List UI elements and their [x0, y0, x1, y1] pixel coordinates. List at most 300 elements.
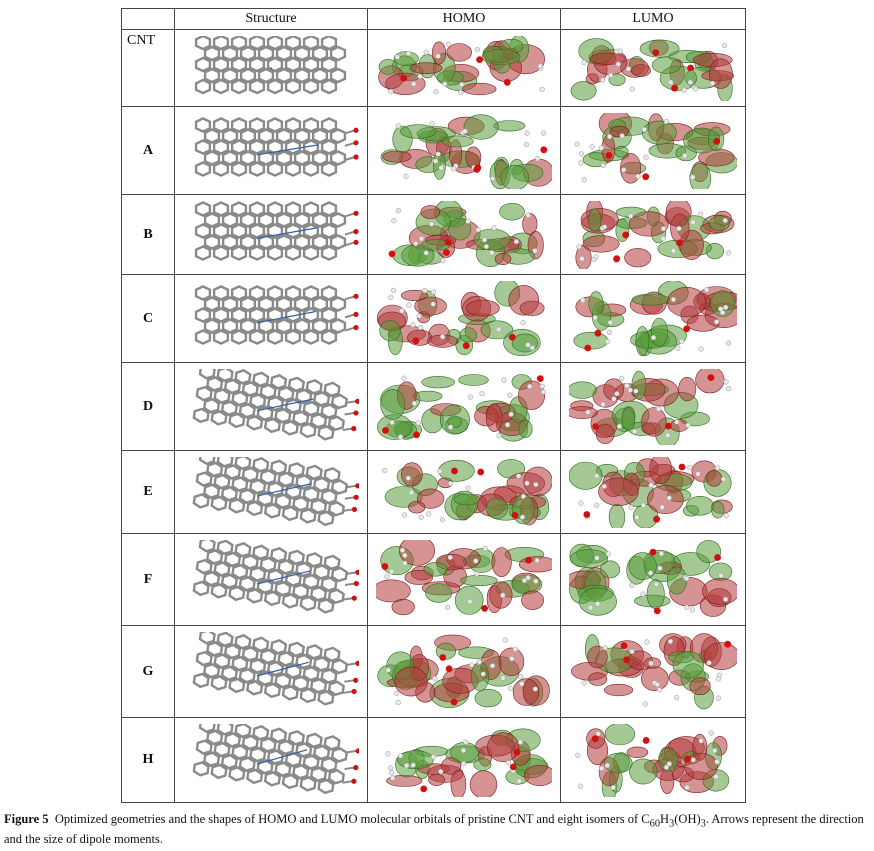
negative-lobe — [432, 41, 446, 63]
hydroxyl-bond — [347, 661, 357, 665]
positive-lobe — [464, 114, 498, 139]
positive-lobe — [640, 39, 679, 56]
oxygen-atom — [653, 515, 660, 522]
structure-cell — [175, 363, 368, 451]
row-label: A — [122, 107, 175, 195]
hydrogen-atom — [655, 682, 660, 687]
hexagon-ring — [250, 202, 264, 215]
hexagon-ring — [250, 330, 264, 343]
lumo-cell — [561, 451, 746, 534]
hexagon-ring — [232, 36, 246, 49]
hydrogen-atom — [490, 176, 495, 181]
hydrogen-atom — [590, 144, 595, 149]
hydrogen-atom — [507, 392, 512, 397]
homo-cell — [368, 451, 561, 534]
nanotube-lattice — [196, 286, 358, 343]
hydrogen-atom — [424, 49, 429, 54]
hexagon-ring — [304, 162, 318, 175]
hydrogen-atom — [461, 761, 466, 766]
hexagon-ring — [232, 308, 246, 321]
row-label: CNT — [122, 30, 175, 107]
negative-lobe — [599, 477, 639, 505]
hydrogen-atom — [601, 402, 606, 407]
hydrogen-atom — [671, 248, 676, 253]
hydrogen-atom — [413, 241, 418, 246]
hexagon-ring — [277, 129, 291, 142]
hydrogen-atom — [517, 778, 522, 783]
positive-lobe — [589, 291, 603, 315]
dipole-point — [270, 67, 272, 69]
hydrogen-atom — [674, 695, 679, 700]
caption-text-start: Optimized geometries and the shapes of HOMO and LUMO molecular orbitals of pristine CNT and eight isomers of — [54, 812, 642, 826]
hydrogen-atom — [607, 134, 612, 139]
row-label: B — [122, 195, 175, 275]
oxygen-atom — [439, 654, 446, 661]
hexagon-ring — [205, 151, 219, 164]
hydrogen-atom — [605, 763, 610, 768]
oxygen-atom — [595, 329, 602, 336]
negative-lobe — [470, 770, 497, 796]
hydrogen-atom — [596, 731, 601, 736]
hexagon-ring — [322, 286, 336, 299]
orbital-lobes — [381, 114, 552, 188]
hydrogen-atom — [497, 433, 502, 438]
hexagon-ring — [214, 118, 228, 131]
hydrogen-atom — [530, 345, 535, 350]
hydrogen-atom — [630, 86, 635, 91]
hexagon-ring — [241, 47, 255, 60]
oxygen-atom — [382, 563, 389, 570]
hydrogen-atom — [588, 605, 593, 610]
lumo-orbital-image — [569, 201, 737, 269]
hydrogen-atom — [482, 237, 487, 242]
hydrogen-atom — [656, 406, 661, 411]
oxygen-atom — [413, 337, 420, 344]
hexagon-ring — [322, 246, 336, 259]
hexagon-ring — [259, 47, 273, 60]
structure-image — [183, 632, 359, 712]
hydrogen-atom — [682, 153, 687, 158]
hydrogen-atom — [411, 81, 416, 86]
hydrogen-atom — [601, 163, 606, 168]
oxygen-atom — [676, 239, 683, 246]
hydrogen-atom — [594, 473, 599, 478]
hydrogen-atom — [684, 576, 689, 581]
hydrogen-atom — [404, 174, 409, 179]
hexagon-ring — [214, 224, 228, 237]
hexagon-ring — [259, 213, 273, 226]
hydrogen-atom — [726, 250, 731, 255]
hydrogen-atom — [712, 748, 717, 753]
positive-lobe — [609, 504, 625, 528]
hexagon-ring — [277, 297, 291, 310]
orbital-lobes — [377, 374, 546, 441]
hydrogen-atom — [432, 676, 437, 681]
hydrogen-atom — [580, 297, 585, 302]
table-row — [122, 718, 746, 803]
hexagon-ring — [331, 235, 345, 248]
hydrogen-atom — [385, 574, 390, 579]
lumo-cell — [561, 195, 746, 275]
hydrogen-atom — [440, 334, 445, 339]
hydrogen-atom — [723, 218, 728, 223]
hydrogen-atom — [519, 681, 524, 686]
oxygen-atom — [355, 482, 359, 488]
hexagon-ring — [196, 308, 210, 321]
oxygen-atom — [382, 427, 389, 434]
hexagon-ring — [268, 36, 282, 49]
lumo-orbital-image — [569, 113, 737, 189]
hydrogen-atom — [400, 547, 405, 552]
oxygen-atom — [446, 665, 453, 672]
hydrogen-atom — [525, 130, 530, 135]
oxygen-atom — [463, 342, 470, 349]
nanotube-lattice — [196, 118, 358, 175]
hydrogen-atom — [715, 465, 720, 470]
hydrogen-atom — [645, 639, 650, 644]
hexagon-ring — [304, 224, 318, 237]
hydrogen-atom — [483, 546, 488, 551]
hexagon-ring — [232, 202, 246, 215]
lumo-orbital-image — [569, 540, 737, 620]
hydrogen-atom — [691, 757, 696, 762]
oxygen-atom — [687, 64, 694, 71]
hydrogen-atom — [577, 244, 582, 249]
hydrogen-atom — [719, 573, 724, 578]
hydrogen-atom — [684, 605, 689, 610]
hexagon-ring — [286, 36, 300, 49]
hydrogen-atom — [419, 515, 424, 520]
hexagon-ring — [304, 118, 318, 131]
lumo-orbital-image — [569, 281, 737, 357]
hydrogen-atom — [714, 774, 719, 779]
oxygen-atom — [724, 640, 731, 647]
oxygen-atom — [355, 398, 359, 404]
hydrogen-atom — [579, 151, 584, 156]
hydrogen-atom — [396, 123, 401, 128]
oxygen-atom — [353, 764, 359, 770]
hydrogen-atom — [526, 342, 531, 347]
hydrogen-atom — [389, 295, 394, 300]
hexagon-ring — [313, 151, 327, 164]
hexagon-ring — [232, 162, 246, 175]
positive-lobe — [604, 753, 632, 773]
hexagon-ring — [286, 140, 300, 153]
negative-lobe — [451, 770, 466, 797]
positive-lobe — [380, 320, 401, 340]
hydrogen-atom — [582, 680, 587, 685]
hexagon-ring — [196, 80, 210, 93]
hexagon-ring — [241, 319, 255, 332]
hydrogen-atom — [586, 409, 591, 414]
hydrogen-atom — [710, 80, 715, 85]
hydrogen-atom — [709, 730, 714, 735]
hydrogen-atom — [506, 760, 511, 765]
hydroxyl-bond — [343, 507, 353, 511]
negative-lobe — [401, 462, 422, 486]
hexagon-ring — [214, 36, 228, 49]
positive-lobe — [426, 583, 452, 602]
oxygen-atom — [652, 49, 659, 56]
hydrogen-atom — [641, 502, 646, 507]
hydrogen-atom — [617, 424, 622, 429]
structure-image — [183, 281, 359, 357]
hexagon-ring — [268, 202, 282, 215]
lumo-cell — [561, 275, 746, 363]
hexagon-ring — [322, 36, 336, 49]
hydrogen-atom — [582, 177, 587, 182]
hydrogen-atom — [606, 551, 611, 556]
hydroxyl-bond — [345, 766, 355, 770]
hydrogen-atom — [500, 592, 505, 597]
oxygen-atom — [353, 239, 358, 244]
hydrogen-atom — [578, 783, 583, 788]
homo-orbital-image — [376, 36, 552, 101]
hydrogen-atom — [418, 74, 423, 79]
hydrogen-atom — [399, 308, 404, 313]
hydrogen-atom — [402, 375, 407, 380]
hexagon-ring — [205, 129, 219, 142]
hexagon-ring — [241, 129, 255, 142]
positive-lobe — [632, 294, 669, 305]
oxygen-atom — [355, 747, 359, 753]
header-lumo: LUMO — [561, 9, 746, 30]
hexagon-ring — [196, 58, 210, 71]
positive-lobe — [622, 407, 635, 430]
oxygen-atom — [352, 506, 358, 512]
oxygen-atom — [584, 344, 591, 351]
hydrogen-atom — [521, 320, 526, 325]
hydrogen-atom — [628, 387, 633, 392]
hydrogen-atom — [641, 591, 646, 596]
lumo-cell — [561, 626, 746, 718]
oxygen-atom — [525, 556, 532, 563]
hexagon-ring — [295, 151, 309, 164]
hydrogen-atom — [540, 87, 545, 92]
hydrogen-atom — [722, 43, 727, 48]
negative-lobe — [642, 407, 667, 436]
hydrogen-atom — [429, 221, 434, 226]
hydrogen-atom — [396, 700, 401, 705]
hexagon-ring — [277, 235, 291, 248]
hexagon-ring — [250, 118, 264, 131]
negative-lobe — [499, 647, 524, 675]
hexagon-ring — [232, 246, 246, 259]
negative-lobe — [392, 599, 415, 615]
hexagon-ring — [232, 58, 246, 71]
hydrogen-atom — [671, 297, 676, 302]
negative-lobe — [690, 677, 711, 694]
oxygen-atom — [351, 778, 357, 784]
hydrogen-atom — [716, 695, 721, 700]
hydrogen-atom — [648, 570, 653, 575]
oxygen-atom — [353, 229, 358, 234]
hexagon-ring — [196, 162, 210, 175]
hydrogen-atom — [608, 320, 613, 325]
hydrogen-atom — [618, 48, 623, 53]
homo-orbital-image — [376, 369, 552, 445]
positive-lobe — [687, 496, 714, 515]
orbital-lobes — [389, 201, 544, 267]
hexagon-ring — [286, 202, 300, 215]
hydrogen-atom — [402, 560, 407, 565]
negative-lobe — [696, 369, 725, 393]
positive-lobe — [459, 374, 489, 385]
negative-lobe — [463, 83, 497, 95]
hexagon-ring — [304, 330, 318, 343]
hydroxyl-bond — [346, 399, 356, 403]
hexagon-ring — [304, 80, 318, 93]
negative-lobe — [569, 406, 598, 418]
hydrogen-atom — [667, 761, 672, 766]
hydrogen-atom — [632, 429, 637, 434]
hexagon-ring — [250, 140, 264, 153]
oxygen-atom — [353, 580, 359, 586]
hydrogen-atom — [599, 145, 604, 150]
hydrogen-atom — [721, 476, 726, 481]
hexagon-ring — [295, 129, 309, 142]
hydrogen-atom — [441, 258, 446, 263]
positive-lobe — [422, 376, 455, 388]
hydrogen-atom — [434, 89, 439, 94]
hydrogen-atom — [600, 77, 605, 82]
table-row — [122, 30, 746, 107]
orbital-lobes — [569, 540, 737, 616]
hexagon-ring — [259, 297, 273, 310]
positive-lobe — [652, 57, 681, 73]
negative-lobe — [704, 642, 737, 669]
hydroxyl-bond — [344, 678, 354, 682]
hydrogen-atom — [626, 66, 631, 71]
hydrogen-atom — [578, 160, 583, 165]
oxygen-atom — [510, 763, 517, 770]
table-body — [122, 30, 746, 803]
hexagon-ring — [196, 36, 210, 49]
hydrogen-atom — [699, 346, 704, 351]
hexagon-ring — [250, 308, 264, 321]
hexagon-ring — [232, 140, 246, 153]
negative-lobe — [395, 666, 428, 695]
homo-cell — [368, 363, 561, 451]
hexagon-ring — [304, 36, 318, 49]
hydrogen-atom — [657, 687, 662, 692]
hydrogen-atom — [716, 676, 721, 681]
hydrogen-atom — [439, 165, 444, 170]
positive-lobe — [589, 208, 601, 231]
nanotube-lattice — [193, 632, 359, 708]
hydrogen-atom — [458, 90, 463, 95]
hydrogen-atom — [726, 340, 731, 345]
hydrogen-atom — [659, 551, 664, 556]
hexagon-ring — [322, 162, 336, 175]
hexagon-ring — [196, 286, 210, 299]
negative-lobe — [588, 672, 606, 685]
hydrogen-atom — [394, 690, 399, 695]
hydrogen-atom — [448, 424, 453, 429]
hydrogen-atom — [442, 81, 447, 86]
hydrogen-atom — [661, 226, 666, 231]
hydrogen-atom — [720, 310, 725, 315]
hydrogen-atom — [533, 248, 538, 253]
hexagon-ring — [223, 235, 237, 248]
orbital-lobes — [385, 728, 552, 796]
hydrogen-atom — [398, 434, 403, 439]
hexagon-ring — [322, 140, 336, 153]
oxygen-atom — [650, 548, 657, 555]
hexagon-ring — [196, 118, 210, 131]
hydroxyl-bond — [345, 495, 355, 499]
oxygen-atom — [351, 688, 357, 694]
oxygen-atom — [540, 146, 547, 153]
formula-c: C — [641, 812, 650, 826]
hydrogen-atom — [691, 219, 696, 224]
oxygen-atom — [684, 755, 691, 762]
oxygen-atom — [665, 422, 672, 429]
hydrogen-atom — [426, 511, 431, 516]
hexagon-ring — [205, 319, 219, 332]
structure-image — [183, 369, 359, 445]
oxygen-atom — [592, 735, 599, 742]
negative-lobe — [522, 590, 544, 609]
header-row — [122, 9, 746, 30]
hexagon-ring — [322, 330, 336, 343]
hexagon-ring — [313, 129, 327, 142]
row-label: E — [122, 451, 175, 534]
hydrogen-atom — [508, 685, 513, 690]
oxygen-atom — [671, 84, 678, 91]
hydrogen-atom — [433, 158, 438, 163]
negative-lobe — [466, 300, 499, 316]
oxygen-atom — [622, 231, 629, 238]
oxygen-atom — [389, 250, 396, 257]
hydrogen-atom — [522, 578, 527, 583]
hydrogen-atom — [578, 500, 583, 505]
hexagon-ring — [214, 80, 228, 93]
oxygen-atom — [353, 140, 358, 145]
orbital-lobes — [377, 281, 544, 356]
figure-caption — [4, 812, 870, 846]
hydrogen-atom — [723, 305, 728, 310]
positive-lobe — [500, 203, 525, 220]
hydrogen-atom — [424, 250, 429, 255]
hydrogen-atom — [430, 121, 435, 126]
hydrogen-atom — [406, 51, 411, 56]
hexagon-ring — [223, 319, 237, 332]
hydrogen-atom — [668, 79, 673, 84]
hydrogen-atom — [686, 422, 691, 427]
hydroxyl-bond — [347, 749, 357, 753]
hydrogen-atom — [526, 212, 531, 217]
hydrogen-atom — [593, 315, 598, 320]
hydrogen-atom — [411, 322, 416, 327]
hydrogen-atom — [575, 141, 580, 146]
hydrogen-atom — [505, 422, 510, 427]
hexagon-ring — [295, 297, 309, 310]
oxygen-atom — [400, 74, 407, 81]
header-structure: Structure — [175, 9, 368, 30]
hydroxyl-bond — [343, 779, 353, 783]
nanotube-lattice — [196, 36, 345, 93]
structure-image — [183, 724, 359, 797]
hexagon-ring — [268, 286, 282, 299]
hydrogen-atom — [605, 339, 610, 344]
hexagon-ring — [241, 151, 255, 164]
hexagon-ring — [331, 297, 345, 310]
hydrogen-atom — [699, 738, 704, 743]
hydrogen-atom — [644, 155, 649, 160]
hexagon-ring — [214, 286, 228, 299]
header-homo: HOMO — [368, 9, 561, 30]
